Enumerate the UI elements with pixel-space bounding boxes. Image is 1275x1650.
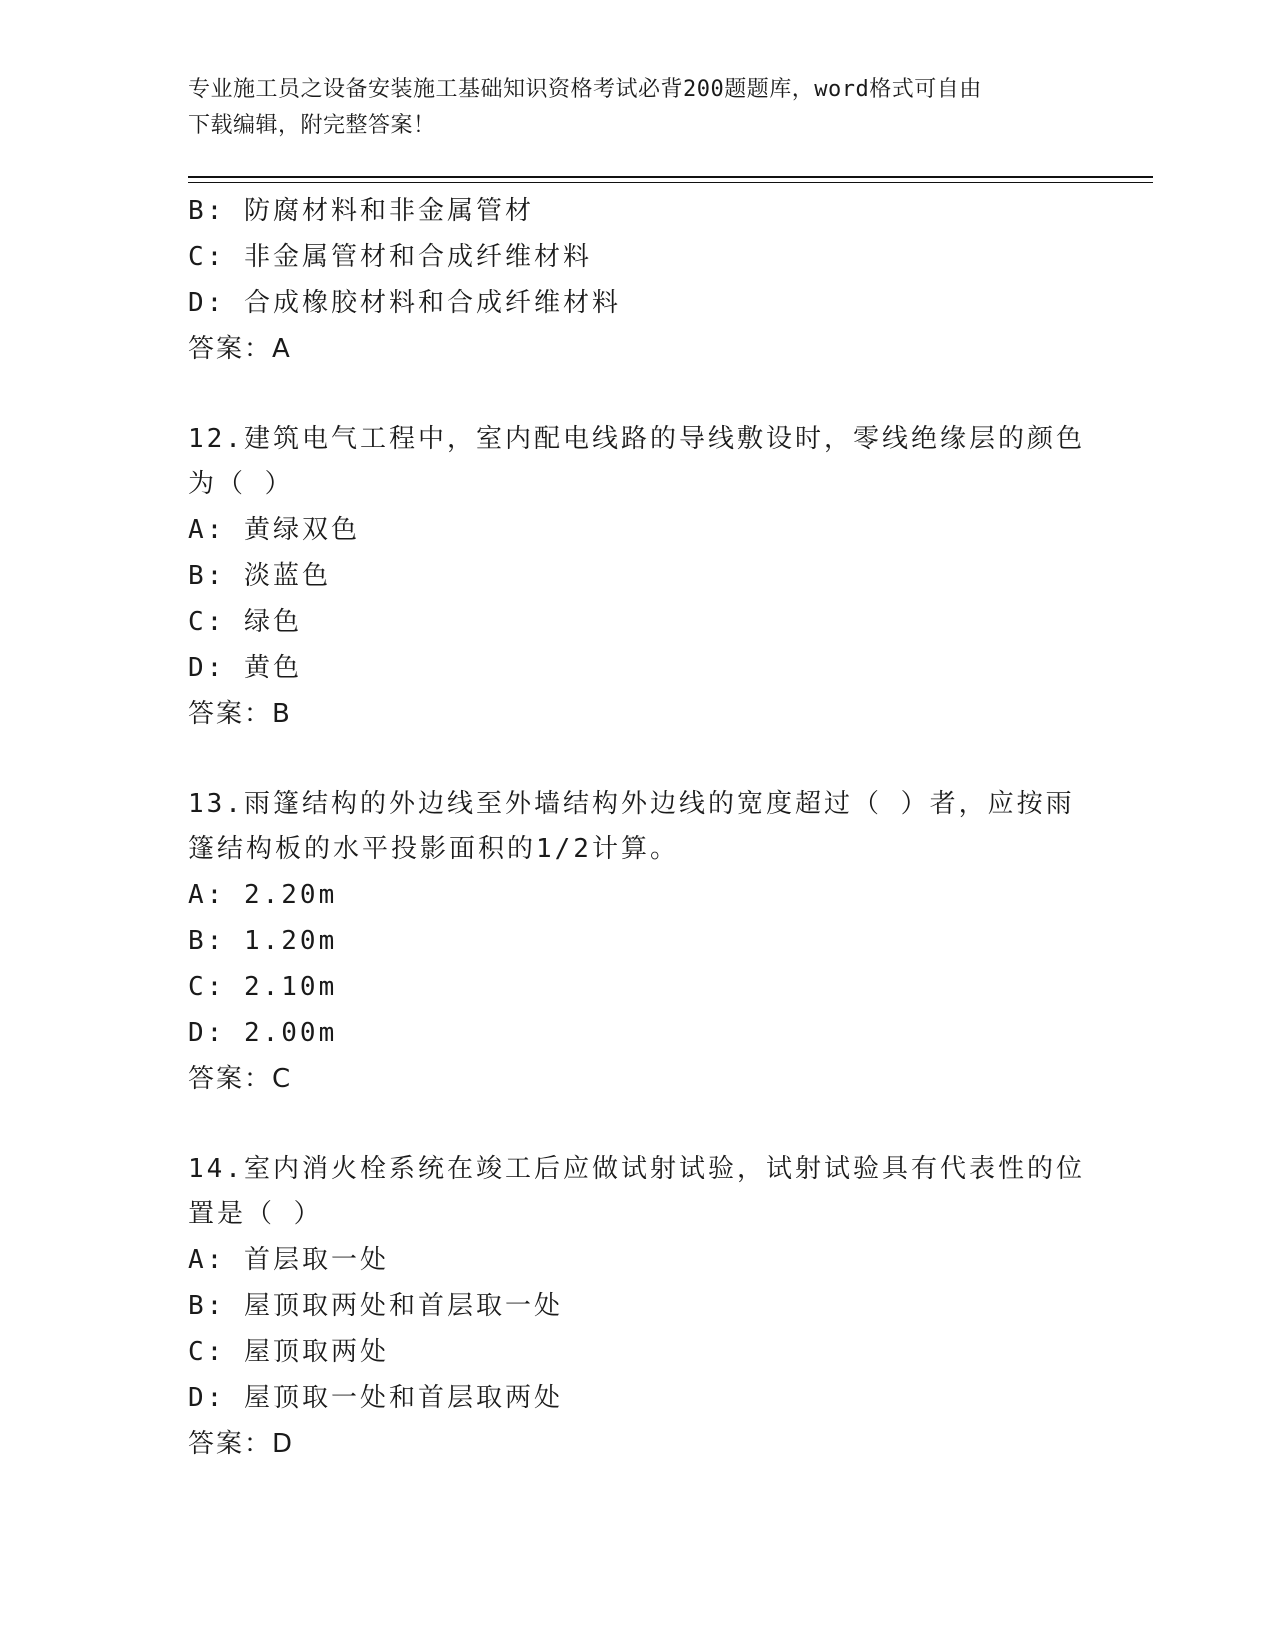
answer-line: 答案：A xyxy=(188,334,292,364)
header-divider-thin xyxy=(188,182,1153,183)
option-b: B: 1.20m xyxy=(188,926,338,956)
question-gap xyxy=(188,1102,1088,1147)
header-divider-thick xyxy=(188,176,1153,178)
option-a: A: 2.20m xyxy=(188,880,338,910)
question-gap xyxy=(188,737,1088,782)
question-11-tail xyxy=(188,188,1088,372)
option-a: A: 黄绿双色 xyxy=(188,515,360,545)
option-b: B: 防腐材料和非金属管材 xyxy=(188,196,534,226)
question-13 xyxy=(188,782,1088,1102)
question-gap xyxy=(188,372,1088,417)
option-c: C: 非金属管材和合成纤维材料 xyxy=(188,242,592,272)
option-c: C: 2.10m xyxy=(188,972,338,1002)
question-14 xyxy=(188,1147,1088,1467)
option-d: D: 合成橡胶材料和合成纤维材料 xyxy=(188,288,621,318)
question-stem-line-1: 12.建筑电气工程中，室内配电线路的导线敷设时，零线绝缘层的颜色 xyxy=(188,424,1085,454)
question-12 xyxy=(188,417,1088,737)
option-c: C: 绿色 xyxy=(188,607,302,637)
answer-line: 答案：C xyxy=(188,1064,293,1094)
question-stem-line-2: 置是（ ） xyxy=(188,1199,323,1229)
question-stem-line-1: 14.室内消火栓系统在竣工后应做试射试验，试射试验具有代表性的位 xyxy=(188,1154,1085,1184)
option-d: D: 2.00m xyxy=(188,1018,338,1048)
option-b: B: 屋顶取两处和首层取一处 xyxy=(188,1291,563,1321)
option-d: D: 屋顶取一处和首层取两处 xyxy=(188,1383,563,1413)
question-stem-line-2: 篷结构板的水平投影面积的1/2计算。 xyxy=(188,834,679,864)
question-stem-line-2: 为（ ） xyxy=(188,469,294,499)
question-list xyxy=(188,188,1088,1467)
question-stem-line-1: 13.雨篷结构的外边线至外墙结构外边线的宽度超过（ ）者，应按雨 xyxy=(188,789,1075,819)
header-title-line-2: 下载编辑，附完整答案！ xyxy=(188,113,436,138)
document-header xyxy=(188,72,1068,144)
option-c: C: 屋顶取两处 xyxy=(188,1337,389,1367)
option-d: D: 黄色 xyxy=(188,653,302,683)
option-b: B: 淡蓝色 xyxy=(188,561,331,591)
answer-line: 答案：B xyxy=(188,699,292,729)
answer-line: 答案：D xyxy=(188,1429,295,1459)
option-a: A: 首层取一处 xyxy=(188,1245,389,1275)
header-title-line-1: 专业施工员之设备安装施工基础知识资格考试必背200题题库，word格式可自由 xyxy=(188,77,982,102)
